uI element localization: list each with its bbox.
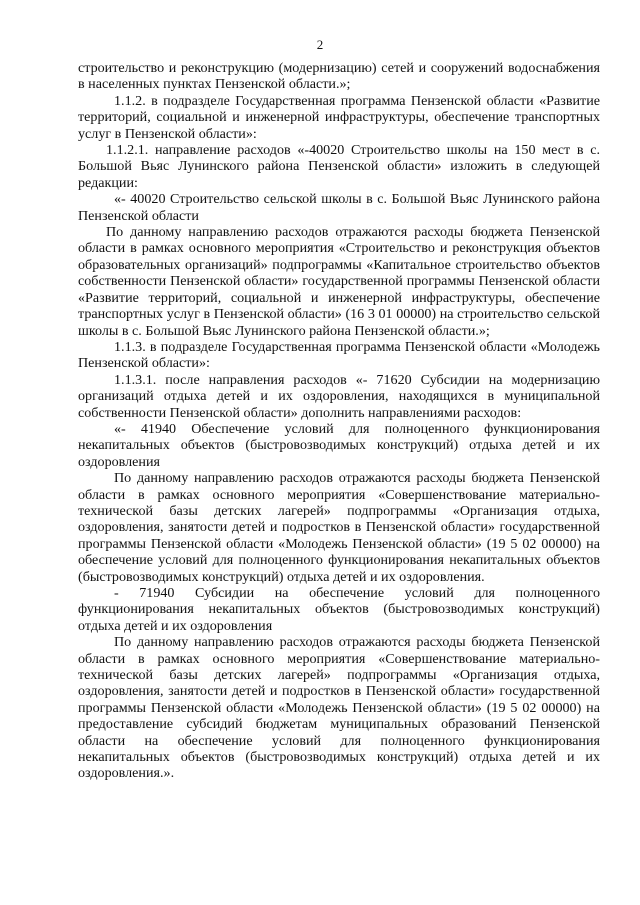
- paragraph-1-1-2: 1.1.2. в подразделе Государственная программа Пензенской области «Развитие территорий, социальной и инженерной инфраструктуры, обеспечение транспортных услуг в Пензенской области»:: [78, 92, 600, 142]
- paragraph-continuation: строительство и реконструкцию (модернизацию) сетей и сооружений водоснабжения в населенных пунктах Пензенской области.»;: [78, 60, 600, 93]
- paragraph-1-1-3-1: 1.1.3.1. после направления расходов «- 71620 Субсидии на модернизацию организаций отдыха детей и их оздоровления, находящихся в муниципальной собственности Пензенской области» дополнить направлениями расходов:: [78, 371, 600, 421]
- paragraph-expense-41940-description: По данному направлению расходов отражаются расходы бюджета Пензенской области в рамках основного мероприятия «Совершенствование материально-технической базы детских лагерей» подпрограммы «Организация отдыха, оздоровления, занятости детей и подростков в Пензенской области» государственной программы Пензенской области «Молодежь Пензенской области» (19 5 02 00000) на обеспечение условий для полноценного функционирования некапитальных объектов (быстровозводимых конструкций) отдыха детей и их оздоровления.: [78, 470, 600, 585]
- paragraph-expense-41940: «- 41940 Обеспечение условий для полноценного функционирования некапитальных объектов (быстровозводимых конструкций) отдыха детей и их оздоровления: [78, 420, 600, 470]
- paragraph-expense-71940: - 71940 Субсидии на обеспечение условий для полноценного функционирования некапитальных объектов (быстровозводимых конструкций) отдыха детей и их оздоровления: [78, 585, 600, 634]
- paragraph-1-1-2-1: 1.1.2.1. направление расходов «-40020 Строительство школы на 150 мест в с. Большой Вьяс Лунинского района Пензенской области» изложить в следующей редакции:: [78, 142, 600, 191]
- paragraph-1-1-3: 1.1.3. в подразделе Государственная программа Пензенской области «Молодежь Пензенской области»:: [78, 338, 600, 372]
- paragraph-expense-40020: «- 40020 Строительство сельской школы в с. Большой Вьяс Лунинского района Пензенской области: [78, 191, 600, 224]
- paragraph-expense-71940-description: По данному направлению расходов отражаются расходы бюджета Пензенской области в рамках основного мероприятия «Совершенствование материально-технической базы детских лагерей» подпрограммы «Организация отдыха, оздоровления, занятости детей и подростков в Пензенской области» государственной программы Пензенской области «Молодежь Пензенской области» (19 5 02 00000) на предоставление субсидий бюджетам муниципальных образований Пензенской области на обеспечение условий для полноценного функционирования некапитальных объектов (быстровозводимых конструкций) отдыха детей и их оздоровления.».: [78, 634, 600, 782]
- page-number: 2: [316, 37, 324, 52]
- document-body: [78, 60, 600, 782]
- paragraph-expense-40020-description: По данному направлению расходов отражаются расходы бюджета Пензенской области в рамках основного мероприятия «Строительство и реконструкция объектов образовательных организаций» подпрограммы «Капитальное строительство объектов собственности Пензенской области» государственной программы Пензенской области «Развитие территорий, социальной и инженерной инфраструктуры, обеспечение транспортных услуг в Пензенской области» (16 3 01 00000) на строительство сельской школы в с. Большой Вьяс Лунинского района Пензенской области.»;: [78, 224, 600, 339]
